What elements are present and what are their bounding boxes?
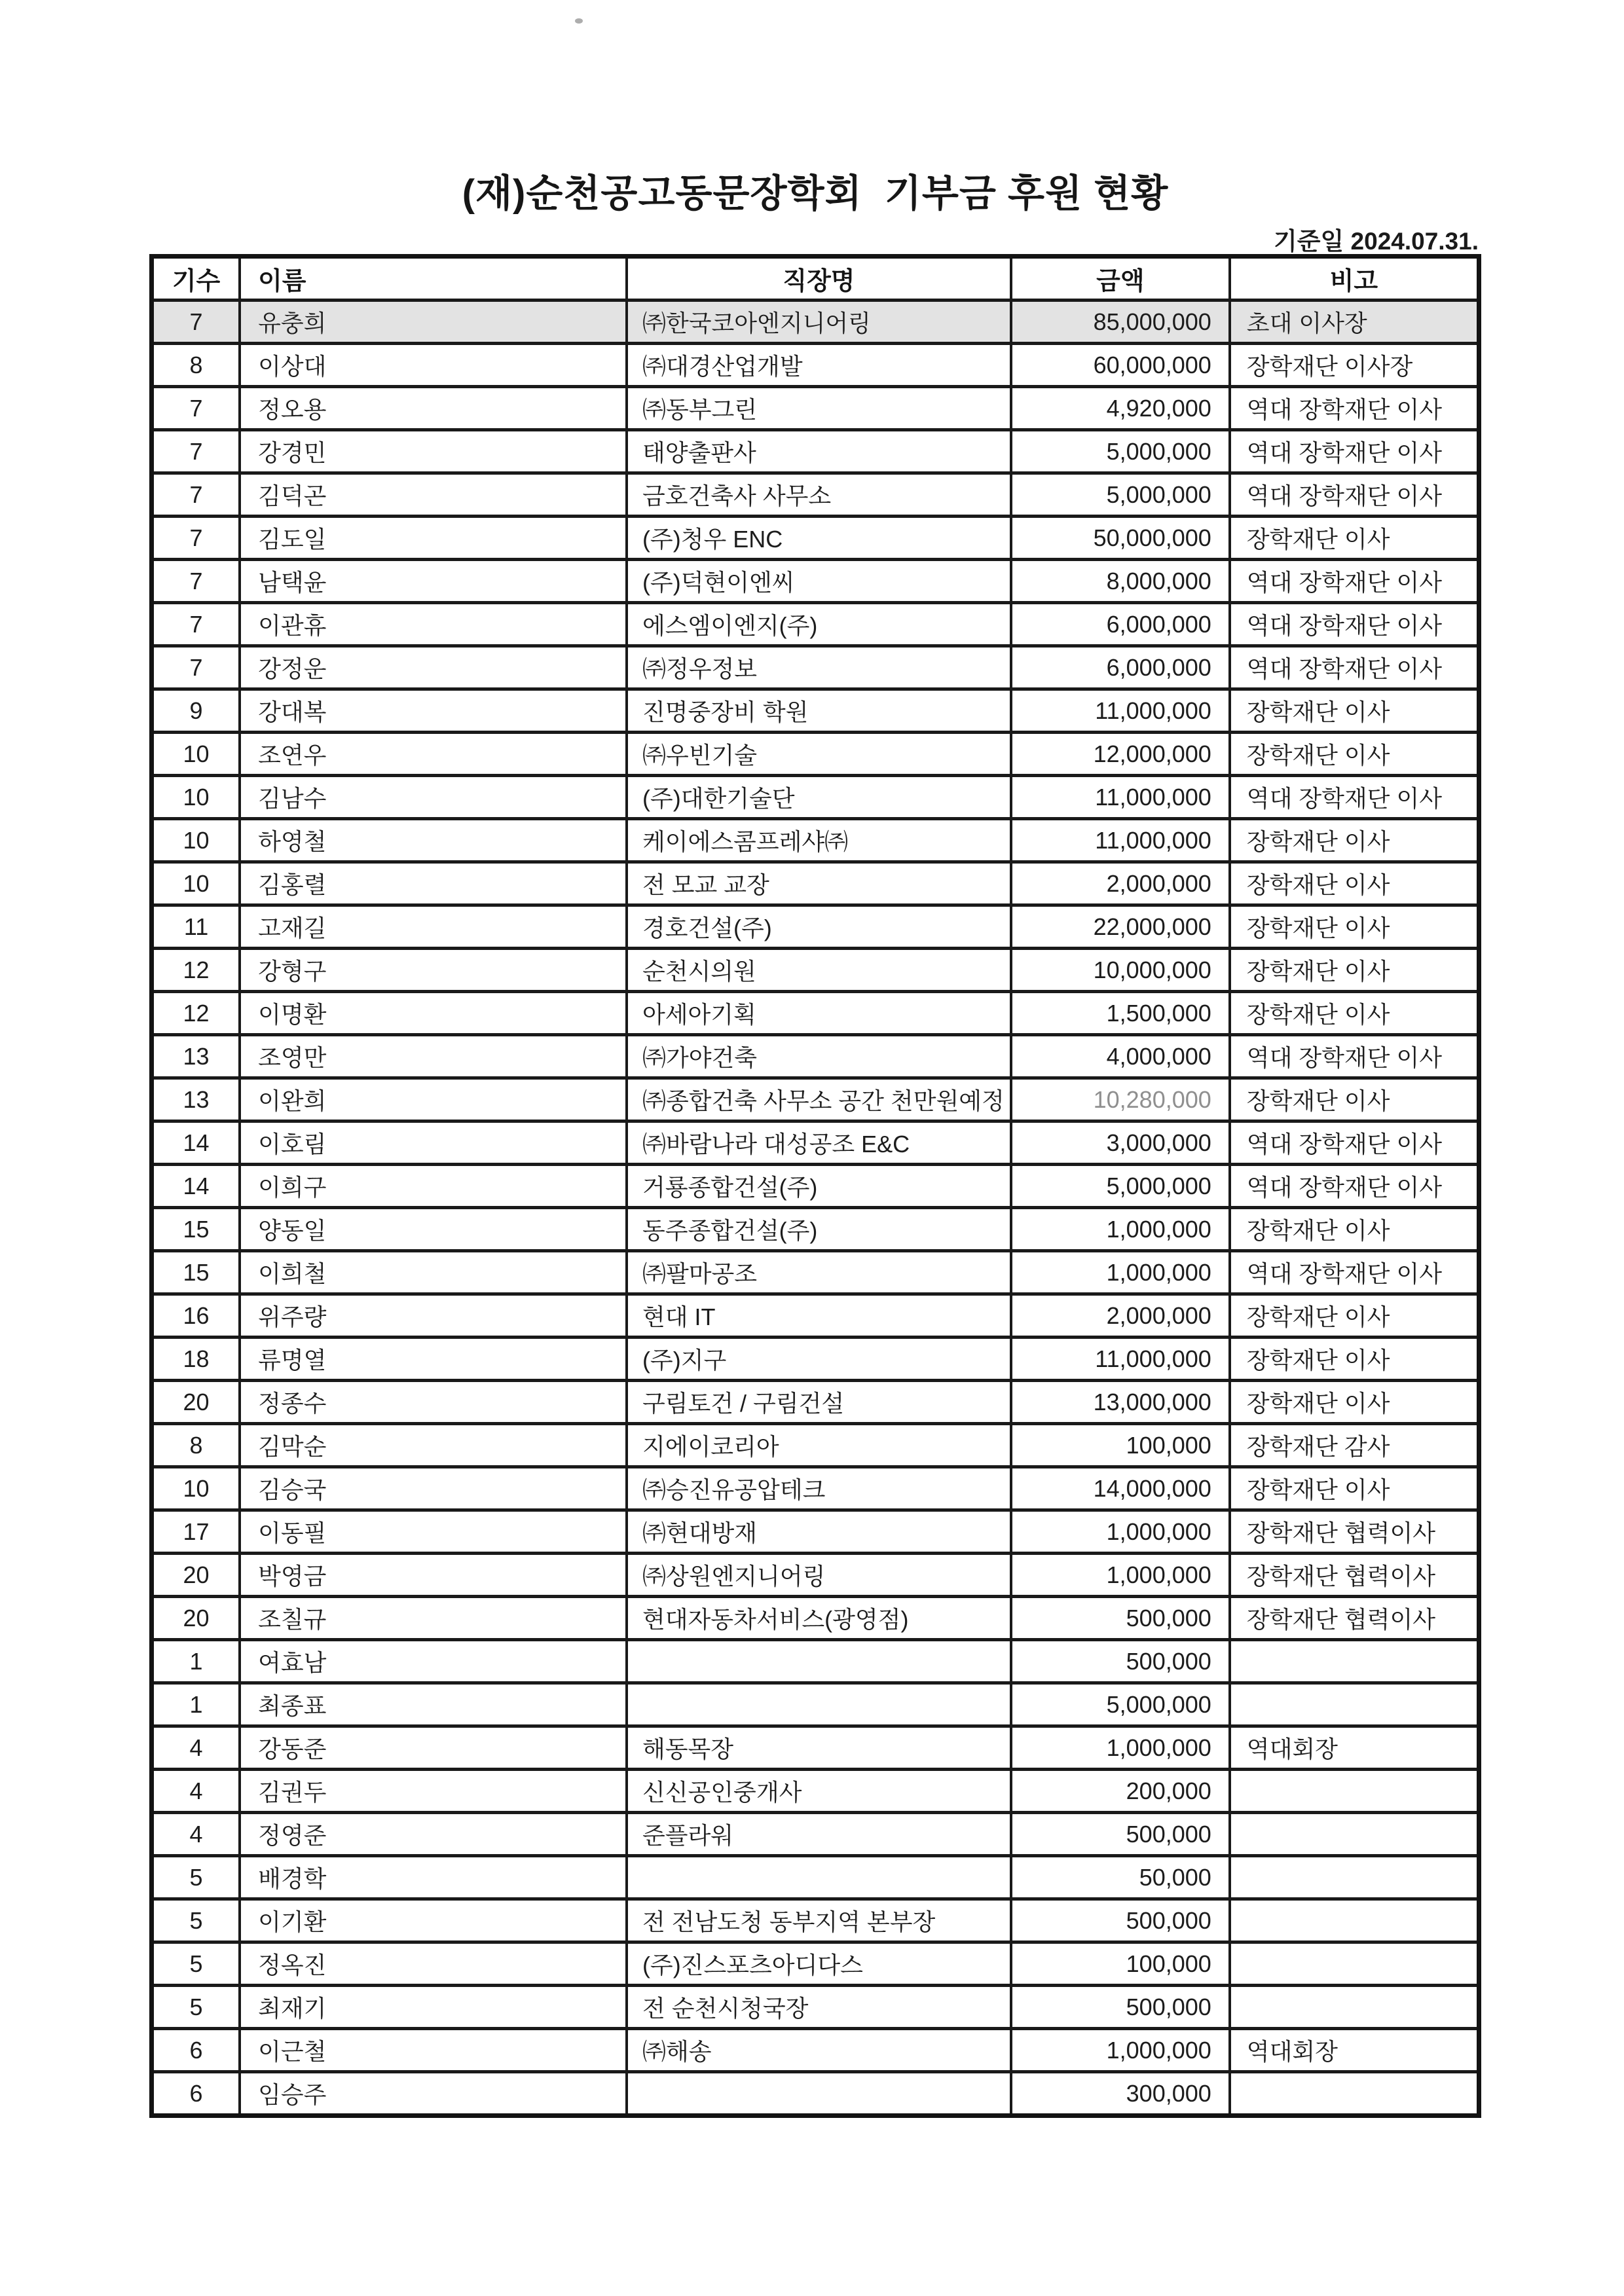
cell-remark: 장학재단 협력이사 xyxy=(1230,1597,1479,1640)
cell-remark xyxy=(1230,1899,1479,1942)
cell-cohort: 18 xyxy=(152,1338,240,1381)
cell-amount: 1,000,000 xyxy=(1011,2029,1230,2072)
table-row xyxy=(152,1986,1479,2029)
table-row xyxy=(152,1078,1479,1121)
cell-cohort: 20 xyxy=(152,1381,240,1424)
cell-amount: 4,000,000 xyxy=(1011,1035,1230,1078)
cell-cohort: 9 xyxy=(152,689,240,733)
cell-name: 이상대 xyxy=(240,344,627,387)
table-row xyxy=(152,689,1479,733)
cell-remark: 장학재단 이사 xyxy=(1230,1294,1479,1338)
cell-cohort: 7 xyxy=(152,603,240,646)
cell-company: (주)지구 xyxy=(627,1338,1011,1381)
cell-remark xyxy=(1230,1770,1479,1813)
cell-cohort: 1 xyxy=(152,1640,240,1683)
cell-name: 조연우 xyxy=(240,733,627,776)
cell-amount: 1,500,000 xyxy=(1011,992,1230,1035)
donation-table xyxy=(149,254,1481,2118)
cell-amount: 10,280,000 xyxy=(1011,1078,1230,1121)
cell-name: 김막순 xyxy=(240,1424,627,1467)
scan-artifact-speck xyxy=(575,18,583,24)
cell-company: 전 전남도청 동부지역 본부장 xyxy=(627,1899,1011,1942)
cell-cohort: 12 xyxy=(152,992,240,1035)
header-row xyxy=(152,257,1479,301)
table-row xyxy=(152,776,1479,819)
cell-company: 순천시의원 xyxy=(627,949,1011,992)
cell-name: 양동일 xyxy=(240,1208,627,1251)
cell-remark: 장학재단 이사 xyxy=(1230,949,1479,992)
table-row xyxy=(152,1294,1479,1338)
cell-company: (주)덕현이엔씨 xyxy=(627,560,1011,603)
table-row xyxy=(152,1856,1479,1899)
cell-cohort: 7 xyxy=(152,430,240,473)
cell-amount: 500,000 xyxy=(1011,1597,1230,1640)
table-row xyxy=(152,733,1479,776)
cell-remark: 역대 장학재단 이사 xyxy=(1230,646,1479,689)
cell-remark: 장학재단 이사 xyxy=(1230,1338,1479,1381)
cell-company: ㈜한국코아엔지니어링 xyxy=(627,301,1011,344)
cell-company: ㈜현대방재 xyxy=(627,1510,1011,1554)
table-row xyxy=(152,1942,1479,1986)
cell-cohort: 10 xyxy=(152,862,240,905)
cell-amount: 1,000,000 xyxy=(1011,1251,1230,1294)
cell-remark: 역대 장학재단 이사 xyxy=(1230,776,1479,819)
cell-cohort: 15 xyxy=(152,1208,240,1251)
cell-name: 여효남 xyxy=(240,1640,627,1683)
cell-amount: 85,000,000 xyxy=(1011,301,1230,344)
header-company: 직장명 xyxy=(627,257,1011,301)
cell-cohort: 12 xyxy=(152,949,240,992)
cell-remark xyxy=(1230,1813,1479,1856)
cell-remark xyxy=(1230,2072,1479,2116)
cell-company: 거룡종합건설(주) xyxy=(627,1165,1011,1208)
cell-remark: 장학재단 이사 xyxy=(1230,992,1479,1035)
table-row xyxy=(152,1467,1479,1510)
cell-cohort: 10 xyxy=(152,819,240,862)
cell-company: 현대자동차서비스(광영점) xyxy=(627,1597,1011,1640)
cell-company: 동주종합건설(주) xyxy=(627,1208,1011,1251)
table-row xyxy=(152,1338,1479,1381)
table-row xyxy=(152,1770,1479,1813)
cell-remark: 역대회장 xyxy=(1230,2029,1479,2072)
cell-name: 이호림 xyxy=(240,1121,627,1165)
table-row xyxy=(152,517,1479,560)
cell-remark xyxy=(1230,1683,1479,1726)
cell-remark xyxy=(1230,1856,1479,1899)
table-row xyxy=(152,1208,1479,1251)
cell-name: 이완희 xyxy=(240,1078,627,1121)
cell-cohort: 17 xyxy=(152,1510,240,1554)
cell-amount: 11,000,000 xyxy=(1011,689,1230,733)
cell-company: ㈜동부그린 xyxy=(627,387,1011,430)
cell-cohort: 20 xyxy=(152,1554,240,1597)
cell-amount: 300,000 xyxy=(1011,2072,1230,2116)
table-row xyxy=(152,344,1479,387)
cell-cohort: 8 xyxy=(152,344,240,387)
cell-cohort: 20 xyxy=(152,1597,240,1640)
table-row xyxy=(152,992,1479,1035)
cell-name: 고재길 xyxy=(240,905,627,949)
cell-name: 강형구 xyxy=(240,949,627,992)
cell-amount: 13,000,000 xyxy=(1011,1381,1230,1424)
table-row xyxy=(152,2029,1479,2072)
cell-remark: 장학재단 이사 xyxy=(1230,1078,1479,1121)
cell-company: ㈜우빈기술 xyxy=(627,733,1011,776)
table-row xyxy=(152,1683,1479,1726)
cell-amount: 500,000 xyxy=(1011,1899,1230,1942)
cell-remark: 장학재단 이사 xyxy=(1230,1467,1479,1510)
cell-cohort: 7 xyxy=(152,560,240,603)
cell-cohort: 7 xyxy=(152,473,240,517)
cell-name: 임승주 xyxy=(240,2072,627,2116)
cell-remark: 역대 장학재단 이사 xyxy=(1230,387,1479,430)
cell-cohort: 10 xyxy=(152,776,240,819)
cell-cohort: 8 xyxy=(152,1424,240,1467)
table-row xyxy=(152,387,1479,430)
cell-amount: 5,000,000 xyxy=(1011,473,1230,517)
table-row xyxy=(152,1165,1479,1208)
cell-cohort: 4 xyxy=(152,1813,240,1856)
table-row xyxy=(152,1554,1479,1597)
cell-cohort: 6 xyxy=(152,2072,240,2116)
cell-remark: 장학재단 이사 xyxy=(1230,689,1479,733)
cell-amount: 8,000,000 xyxy=(1011,560,1230,603)
cell-cohort: 5 xyxy=(152,1899,240,1942)
cell-cohort: 11 xyxy=(152,905,240,949)
table-row xyxy=(152,1640,1479,1683)
table-row xyxy=(152,473,1479,517)
cell-name: 류명열 xyxy=(240,1338,627,1381)
table-row xyxy=(152,301,1479,344)
cell-remark: 역대 장학재단 이사 xyxy=(1230,430,1479,473)
cell-company: (주)진스포츠아디다스 xyxy=(627,1942,1011,1986)
cell-amount: 100,000 xyxy=(1011,1942,1230,1986)
cell-company xyxy=(627,2072,1011,2116)
cell-cohort: 15 xyxy=(152,1251,240,1294)
cell-amount: 500,000 xyxy=(1011,1986,1230,2029)
table-row xyxy=(152,430,1479,473)
cell-name: 정영준 xyxy=(240,1813,627,1856)
cell-name: 이명환 xyxy=(240,992,627,1035)
cell-remark: 역대 장학재단 이사 xyxy=(1230,473,1479,517)
cell-name: 남택윤 xyxy=(240,560,627,603)
cell-name: 이희철 xyxy=(240,1251,627,1294)
cell-name: 김도일 xyxy=(240,517,627,560)
table-row xyxy=(152,1121,1479,1165)
cell-remark xyxy=(1230,1640,1479,1683)
cell-company: ㈜상원엔지니어링 xyxy=(627,1554,1011,1597)
cell-amount: 60,000,000 xyxy=(1011,344,1230,387)
cell-name: 이기환 xyxy=(240,1899,627,1942)
cell-name: 배경학 xyxy=(240,1856,627,1899)
cell-remark: 장학재단 이사 xyxy=(1230,862,1479,905)
cell-amount: 1,000,000 xyxy=(1011,1208,1230,1251)
header-remark: 비고 xyxy=(1230,257,1479,301)
cell-company: 현대 IT xyxy=(627,1294,1011,1338)
cell-company: (주)대한기술단 xyxy=(627,776,1011,819)
cell-name: 강경민 xyxy=(240,430,627,473)
cell-company: 금호건축사 사무소 xyxy=(627,473,1011,517)
cell-name: 이동필 xyxy=(240,1510,627,1554)
cell-name: 위주량 xyxy=(240,1294,627,1338)
header-cohort: 기수 xyxy=(152,257,240,301)
table-row xyxy=(152,1813,1479,1856)
cell-company xyxy=(627,1640,1011,1683)
cell-cohort: 4 xyxy=(152,1770,240,1813)
cell-remark: 역대 장학재단 이사 xyxy=(1230,1121,1479,1165)
cell-cohort: 7 xyxy=(152,517,240,560)
cell-amount: 11,000,000 xyxy=(1011,819,1230,862)
cell-remark: 역대 장학재단 이사 xyxy=(1230,1251,1479,1294)
cell-amount: 200,000 xyxy=(1011,1770,1230,1813)
cell-cohort: 4 xyxy=(152,1726,240,1770)
cell-remark: 장학재단 이사 xyxy=(1230,1208,1479,1251)
cell-amount: 6,000,000 xyxy=(1011,603,1230,646)
cell-cohort: 7 xyxy=(152,646,240,689)
cell-company: 구림토건 / 구림건설 xyxy=(627,1381,1011,1424)
cell-amount: 50,000,000 xyxy=(1011,517,1230,560)
cell-amount: 1,000,000 xyxy=(1011,1510,1230,1554)
cell-name: 김덕곤 xyxy=(240,473,627,517)
table-row xyxy=(152,1381,1479,1424)
cell-cohort: 13 xyxy=(152,1035,240,1078)
cell-amount: 11,000,000 xyxy=(1011,776,1230,819)
cell-amount: 6,000,000 xyxy=(1011,646,1230,689)
cell-remark: 장학재단 이사장 xyxy=(1230,344,1479,387)
cell-cohort: 5 xyxy=(152,1856,240,1899)
cell-amount: 14,000,000 xyxy=(1011,1467,1230,1510)
cell-name: 박영금 xyxy=(240,1554,627,1597)
cell-name: 하영철 xyxy=(240,819,627,862)
cell-name: 정종수 xyxy=(240,1381,627,1424)
cell-remark: 장학재단 감사 xyxy=(1230,1424,1479,1467)
cell-name: 조칠규 xyxy=(240,1597,627,1640)
cell-name: 최재기 xyxy=(240,1986,627,2029)
cell-name: 조영만 xyxy=(240,1035,627,1078)
cell-company: ㈜바람나라 대성공조 E&C xyxy=(627,1121,1011,1165)
cell-company: 해동목장 xyxy=(627,1726,1011,1770)
cell-remark: 역대 장학재단 이사 xyxy=(1230,1035,1479,1078)
cell-amount: 11,000,000 xyxy=(1011,1338,1230,1381)
cell-remark: 역대 장학재단 이사 xyxy=(1230,603,1479,646)
cell-company: 신신공인중개사 xyxy=(627,1770,1011,1813)
cell-name: 김남수 xyxy=(240,776,627,819)
table-row xyxy=(152,1035,1479,1078)
cell-amount: 500,000 xyxy=(1011,1640,1230,1683)
cell-company: 태양출판사 xyxy=(627,430,1011,473)
cell-amount: 5,000,000 xyxy=(1011,1165,1230,1208)
cell-name: 정옥진 xyxy=(240,1942,627,1986)
cell-name: 김홍렬 xyxy=(240,862,627,905)
cell-name: 강대복 xyxy=(240,689,627,733)
cell-remark: 장학재단 이사 xyxy=(1230,733,1479,776)
cell-amount: 10,000,000 xyxy=(1011,949,1230,992)
cell-name: 유충희 xyxy=(240,301,627,344)
cell-amount: 2,000,000 xyxy=(1011,862,1230,905)
cell-cohort: 7 xyxy=(152,301,240,344)
cell-cohort: 10 xyxy=(152,733,240,776)
header-amount: 금액 xyxy=(1011,257,1230,301)
cell-amount: 50,000 xyxy=(1011,1856,1230,1899)
table-row xyxy=(152,1726,1479,1770)
cell-amount: 3,000,000 xyxy=(1011,1121,1230,1165)
table-row xyxy=(152,1899,1479,1942)
cell-amount: 100,000 xyxy=(1011,1424,1230,1467)
donation-table-container xyxy=(149,254,1481,2118)
cell-remark xyxy=(1230,1986,1479,2029)
cell-cohort: 7 xyxy=(152,387,240,430)
cell-remark: 역대 장학재단 이사 xyxy=(1230,560,1479,603)
cell-amount: 4,920,000 xyxy=(1011,387,1230,430)
header-name: 이름 xyxy=(240,257,627,301)
cell-amount: 12,000,000 xyxy=(1011,733,1230,776)
cell-name: 이희구 xyxy=(240,1165,627,1208)
cell-cohort: 13 xyxy=(152,1078,240,1121)
table-row xyxy=(152,560,1479,603)
reference-date-label: 기준일 2024.07.31. xyxy=(1274,228,1479,255)
cell-company: ㈜가야건축 xyxy=(627,1035,1011,1078)
table-row xyxy=(152,862,1479,905)
cell-cohort: 6 xyxy=(152,2029,240,2072)
cell-company: 진명중장비 학원 xyxy=(627,689,1011,733)
cell-remark: 장학재단 이사 xyxy=(1230,1381,1479,1424)
cell-amount: 22,000,000 xyxy=(1011,905,1230,949)
cell-company: 경호건설(주) xyxy=(627,905,1011,949)
cell-company xyxy=(627,1856,1011,1899)
cell-cohort: 1 xyxy=(152,1683,240,1726)
page-title: (재)순천공고동문장학회 기부금 후원 현황 xyxy=(462,172,1169,215)
cell-remark: 초대 이사장 xyxy=(1230,301,1479,344)
table-row xyxy=(152,905,1479,949)
cell-cohort: 14 xyxy=(152,1121,240,1165)
table-row xyxy=(152,603,1479,646)
cell-amount: 2,000,000 xyxy=(1011,1294,1230,1338)
cell-company: ㈜종합건축 사무소 공간 천만원예정 xyxy=(627,1078,1011,1121)
cell-remark: 역대 장학재단 이사 xyxy=(1230,1165,1479,1208)
cell-company: 아세아기획 xyxy=(627,992,1011,1035)
cell-remark: 장학재단 이사 xyxy=(1230,517,1479,560)
cell-name: 강동준 xyxy=(240,1726,627,1770)
cell-company: 전 순천시청국장 xyxy=(627,1986,1011,2029)
cell-remark: 장학재단 협력이사 xyxy=(1230,1554,1479,1597)
table-row xyxy=(152,1251,1479,1294)
cell-name: 최종표 xyxy=(240,1683,627,1726)
table-row xyxy=(152,949,1479,992)
cell-remark xyxy=(1230,1942,1479,1986)
cell-amount: 5,000,000 xyxy=(1011,430,1230,473)
cell-cohort: 14 xyxy=(152,1165,240,1208)
cell-company: ㈜팔마공조 xyxy=(627,1251,1011,1294)
table-row xyxy=(152,2072,1479,2116)
cell-company: 에스엠이엔지(주) xyxy=(627,603,1011,646)
cell-name: 김권두 xyxy=(240,1770,627,1813)
cell-company: ㈜대경산업개발 xyxy=(627,344,1011,387)
cell-company: ㈜해송 xyxy=(627,2029,1011,2072)
cell-company: ㈜정우정보 xyxy=(627,646,1011,689)
cell-amount: 500,000 xyxy=(1011,1813,1230,1856)
cell-company: 지에이코리아 xyxy=(627,1424,1011,1467)
cell-company: 케이에스콤프레샤㈜ xyxy=(627,819,1011,862)
cell-remark: 장학재단 이사 xyxy=(1230,905,1479,949)
table-row xyxy=(152,1510,1479,1554)
cell-cohort: 5 xyxy=(152,1986,240,2029)
cell-company: 전 모교 교장 xyxy=(627,862,1011,905)
cell-amount: 1,000,000 xyxy=(1011,1554,1230,1597)
cell-remark: 역대회장 xyxy=(1230,1726,1479,1770)
cell-remark: 장학재단 이사 xyxy=(1230,819,1479,862)
cell-amount: 1,000,000 xyxy=(1011,1726,1230,1770)
cell-name: 강정운 xyxy=(240,646,627,689)
table-row xyxy=(152,1424,1479,1467)
cell-cohort: 16 xyxy=(152,1294,240,1338)
cell-name: 이관휴 xyxy=(240,603,627,646)
cell-company xyxy=(627,1683,1011,1726)
cell-company: ㈜승진유공압테크 xyxy=(627,1467,1011,1510)
cell-cohort: 10 xyxy=(152,1467,240,1510)
cell-remark: 장학재단 협력이사 xyxy=(1230,1510,1479,1554)
cell-company: 준플라워 xyxy=(627,1813,1011,1856)
table-row xyxy=(152,1597,1479,1640)
table-row xyxy=(152,819,1479,862)
cell-company: (주)청우 ENC xyxy=(627,517,1011,560)
cell-name: 정오용 xyxy=(240,387,627,430)
cell-name: 이근철 xyxy=(240,2029,627,2072)
cell-amount: 5,000,000 xyxy=(1011,1683,1230,1726)
table-row xyxy=(152,646,1479,689)
cell-cohort: 5 xyxy=(152,1942,240,1986)
cell-name: 김승국 xyxy=(240,1467,627,1510)
